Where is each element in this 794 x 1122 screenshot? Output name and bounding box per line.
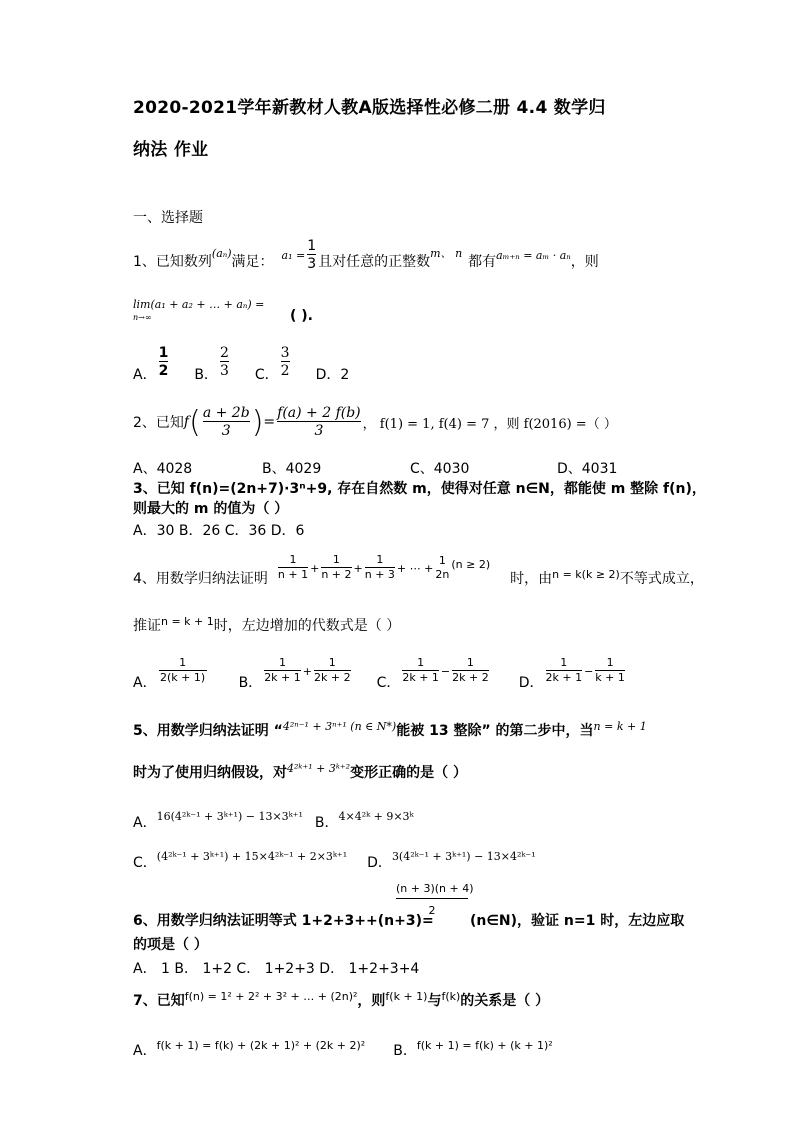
q4-option-c1 — [402, 657, 439, 684]
q2-lparen: ( — [189, 404, 201, 440]
q2-f: f — [183, 414, 190, 430]
q2-rhs-frac — [277, 405, 361, 439]
q4-plus-1: + — [310, 561, 320, 575]
q4-d2-den: k + 1 — [595, 671, 625, 684]
q4-dots: + ⋯ + — [396, 561, 434, 575]
page-title-line2: 纳法 作业 — [133, 140, 209, 160]
q4-cond: (n ≥ 2) — [451, 557, 491, 571]
q4-term-4 — [435, 555, 449, 581]
q4-line2a: 推证 — [133, 618, 161, 634]
q1-c-num: 3 — [280, 344, 290, 361]
q4-d-minus: − — [584, 664, 594, 678]
q1-b-num: 2 — [219, 344, 229, 361]
q4-d2-num: 1 — [606, 656, 614, 670]
q1-option-d: D．2 — [315, 367, 350, 383]
q4-term-3 — [365, 554, 395, 581]
q2-rhs-num: f(a) + 2 f(b) — [277, 404, 361, 421]
q4-prefix: 4、用数学归纳法证明 — [133, 571, 268, 587]
q4-line2b: 时，左边增加的代数式是（ ） — [213, 618, 401, 634]
q7-prefix: 7、已知 — [133, 993, 185, 1009]
q7-end: 的关系是（ ） — [460, 993, 550, 1009]
q7-options — [133, 1030, 553, 1060]
q4-term-1 — [278, 554, 308, 581]
q5-nk1: n = k + 1 — [593, 719, 647, 733]
q4-b2-num: 1 — [328, 656, 336, 670]
q1-paren: ( ). — [290, 308, 313, 324]
q5-line2 — [133, 762, 467, 782]
q2-cond: ， f(1) = 1, f(4) = 7 ，则 f(2016) =（ ） — [362, 416, 617, 432]
q4-c2-num: 1 — [466, 656, 474, 670]
q4-a-num: 1 — [179, 656, 187, 670]
q4-t1-num: 1 — [289, 553, 297, 567]
q1-option-a-label: A． — [133, 367, 157, 383]
q4-option-c-label: C． — [376, 675, 401, 691]
q6-frac-line — [396, 898, 468, 899]
q4-option-a-label: A． — [133, 675, 157, 691]
q5-prefix: 5、用数学归纳法证明 “ — [133, 723, 283, 739]
q4-option-d1 — [546, 657, 583, 684]
q2-lhs-num: a + 2b — [202, 404, 250, 421]
q1-a-num: 1 — [158, 344, 169, 361]
q1-mid2: 且对任意的正整数 — [318, 254, 431, 270]
q4-t4-den: 2n — [435, 567, 450, 581]
q4-c1-den: 2k + 1 — [402, 671, 439, 684]
q5-expr: 4²ⁿ⁻¹ + 3ⁿ⁺¹ (n ∈ N*) — [282, 719, 397, 733]
q2-prefix: 2、已知 — [133, 415, 184, 431]
q4-option-c2 — [452, 657, 489, 684]
q3-line1: 3、已知 f(n)=(2n+7)·3ⁿ+9, 存在自然数 m，使得对任意 n∈N，都能使 m 整除 f(n)， — [133, 481, 706, 497]
q4-option-a — [159, 657, 207, 684]
q6-prefix: 6、用数学归纳法证明等式 1+2+3++(n+3)= — [133, 913, 434, 929]
q4-d1-num: 1 — [560, 656, 568, 670]
q1-lim-expr: lim(a₁ + a₂ + … + aₙ) = — [133, 298, 265, 311]
q1-options — [133, 340, 349, 384]
q4-t2-num: 1 — [332, 553, 340, 567]
q5-line2a: 时为了使用归纳假设，对 — [133, 765, 287, 781]
q7-option-a: f(k + 1) = f(k) + (2k + 1)² + (2k + 2)² — [156, 1038, 366, 1052]
q4-c2-den: 2k + 2 — [452, 671, 489, 684]
question-2 — [133, 400, 617, 444]
q1-a1-lhs: a₁ = — [281, 248, 306, 262]
question-1 — [133, 236, 599, 286]
q7-mid2: 与 — [427, 993, 442, 1009]
q4-line2 — [133, 615, 400, 635]
q4-t1-den: n + 1 — [277, 568, 309, 581]
q7-mid: ，则 — [357, 993, 386, 1009]
q1-option-b — [220, 345, 229, 379]
q4-end: 不等式成立， — [619, 571, 704, 587]
q7-fk: f(k) — [441, 989, 461, 1003]
q4-option-b1 — [264, 657, 301, 684]
q4-b-plus: + — [302, 664, 312, 678]
q4-options — [133, 650, 627, 692]
q6-frac-den: 2 — [428, 904, 436, 917]
q4-a-den: 2(k + 1) — [159, 671, 206, 684]
q1-b-den: 3 — [219, 363, 229, 379]
q4-option-b-label: B． — [238, 675, 263, 691]
q1-option-b-label: B． — [194, 367, 218, 383]
q1-option-a — [159, 345, 169, 379]
q4-nk1: n = k + 1 — [161, 614, 214, 628]
q2-rparen: ) — [251, 404, 264, 440]
q5-option-c: (4²ᵏ⁻¹ + 3ᵏ⁺¹) + 15×4²ᵏ⁻¹ + 2×3ᵏ⁺¹ — [156, 849, 348, 863]
q2-lhs-frac — [203, 405, 250, 439]
q2-lhs-den: 3 — [203, 421, 250, 439]
q4-b2-den: 2k + 2 — [313, 671, 351, 684]
q5-mid: 能被 13 整除” 的第二步中，当 — [396, 723, 594, 739]
page-title-line1: 2020-2021学年新教材人教A版选择性必修二册 4.4 数学归 — [133, 98, 606, 118]
question-7 — [133, 990, 549, 1010]
q6-end: (n∈N)，验证 n=1 时，左边应取 — [470, 913, 685, 929]
q1-end: ，则 — [570, 254, 599, 270]
q5-option-b-label: B． — [314, 815, 339, 831]
q1-prefix: 1、已知数列 — [133, 254, 212, 270]
q2-option-c: C、4030 — [410, 461, 470, 477]
q2-option-a: A、4028 — [133, 461, 193, 477]
q1-a1-num: 1 — [307, 237, 317, 254]
q4-t3-num: 1 — [376, 553, 384, 567]
q1-seq: (aₙ) — [211, 246, 232, 260]
question-4 — [133, 548, 704, 608]
q7-option-b-label: B． — [393, 1043, 417, 1059]
q7-option-b: f(k + 1) = f(k) + (k + 1)² — [416, 1038, 553, 1052]
q2-option-b: B、4029 — [262, 461, 322, 477]
q1-a-den: 2 — [158, 363, 169, 379]
q4-b1-den: 2k + 1 — [264, 671, 301, 684]
q2-eq: = — [263, 414, 276, 430]
q7-option-a-label: A． — [133, 1043, 157, 1059]
q5-option-a: 16(4²ᵏ⁻¹ + 3ᵏ⁺¹) − 13×3ᵏ⁺¹ — [156, 809, 303, 823]
q7-fk1: f(k + 1) — [385, 989, 428, 1003]
q5-option-d: 3(4²ᵏ⁻¹ + 3ᵏ⁺¹) − 13×4²ᵏ⁻¹ — [391, 849, 536, 863]
q5-option-c-label: C． — [133, 855, 157, 871]
question-5 — [133, 720, 647, 740]
q4-term-2 — [321, 554, 351, 581]
q6-options: A． 1 B． 1+2 C． 1+2+3 D． 1+2+3+4 — [133, 961, 420, 977]
q4-option-d-label: D． — [518, 675, 544, 691]
q1-a1-frac — [307, 238, 316, 272]
q4-option-b2 — [314, 657, 351, 684]
q2-option-d: D、4031 — [557, 461, 618, 477]
q4-c-minus: − — [440, 664, 451, 678]
q5-option-d-label: D． — [367, 855, 392, 871]
q1-mid1: 满足： — [231, 254, 274, 270]
q4-t4-num: 1 — [438, 553, 446, 567]
q1-mn: m、 n — [430, 247, 463, 260]
q7-fn: f(n) = 1² + 2² + 3² + … + (2n)² — [184, 989, 358, 1003]
q1-mid3: 都有 — [468, 254, 497, 270]
q3-line2: 则最大的 m 的值为（ ） — [133, 501, 289, 517]
q1-rel: aₘ₊ₙ = aₘ · aₙ — [496, 248, 571, 262]
q5-option-b: 4×4²ᵏ + 9×3ᵏ — [338, 809, 414, 823]
q4-mid: 时，由 — [510, 571, 553, 587]
q4-d1-den: 2k + 1 — [545, 671, 583, 684]
q2-rhs-den: 3 — [277, 421, 361, 439]
q3-options: A．30 B．26 C．36 D．6 — [133, 523, 305, 539]
q4-plus-2: + — [353, 561, 363, 575]
q4-option-d2 — [595, 657, 625, 684]
q5-options-ab — [133, 800, 414, 832]
q1-option-c — [281, 345, 290, 379]
q1-c-den: 2 — [280, 363, 290, 379]
q4-t3-den: n + 3 — [364, 568, 395, 581]
q5-option-a-label: A． — [133, 815, 157, 831]
q6-frac-num: (n + 3)(n + 4) — [396, 882, 474, 895]
q4-b1-num: 1 — [278, 656, 286, 670]
q1-lim-sub: n→∞ — [133, 313, 152, 322]
q5-line2b: 变形正确的是（ ） — [350, 765, 467, 781]
q1-option-c-label: C． — [254, 367, 279, 383]
q5-expr2: 4²ᵏ⁺¹ + 3ᵏ⁺² — [287, 761, 351, 775]
q1-a1-den: 3 — [307, 256, 317, 272]
q1-limit — [133, 296, 264, 312]
q6-line2: 的项是（ ） — [133, 937, 208, 953]
q4-c1-num: 1 — [417, 656, 425, 670]
section-heading: 一、选择题 — [133, 210, 203, 226]
q5-options-cd — [133, 840, 536, 872]
q4-nk: n = k(k ≥ 2) — [552, 567, 620, 581]
q4-t2-den: n + 2 — [321, 568, 352, 581]
